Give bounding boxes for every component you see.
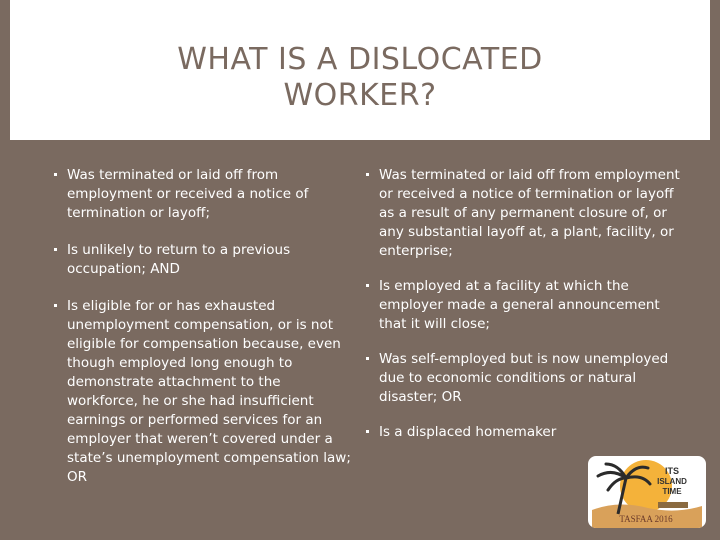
bullet-text: Is employed at a facility at which the employer made a general announcement that it will close; (379, 278, 660, 332)
list-item (366, 166, 686, 261)
list-item (54, 297, 354, 487)
island-logo-icon (588, 456, 706, 528)
bullet-text: Is a displaced homemaker (379, 424, 557, 440)
bullet-text: Was terminated or laid off from employment or received a notice of termination or layoff as a result of any permanent closure of, or any substantial layoff at, a plant, facility, or enterprise; (379, 167, 680, 259)
bullet-text: Is unlikely to return to a previous occupation; AND (67, 242, 291, 277)
bullet-icon (54, 248, 57, 251)
list-item (54, 166, 354, 223)
list-item (366, 277, 686, 334)
logo-line-3: TIME (662, 487, 682, 496)
bullet-icon (54, 173, 57, 176)
logo-line-2: ISLAND (657, 477, 687, 486)
list-item (54, 241, 354, 279)
bullet-text: Is eligible for or has exhausted unemployment compensation, or is not eligible for compensation because, even though employed long enough to demonstrate attachment to the workforce, he or she had insufficient earnings or performed services for an employer that weren’t covered under a state’s unemployment compensation law; OR (67, 298, 351, 485)
slide-title (0, 42, 720, 114)
bullet-text: Was terminated or laid off from employment or received a notice of termination or layoff; (67, 167, 309, 221)
bullet-icon (366, 173, 369, 176)
left-bullet-list (54, 166, 354, 487)
logo-line-1: ITS (664, 466, 680, 476)
bullet-icon (366, 357, 369, 360)
bullet-icon (366, 284, 369, 287)
bullet-icon (54, 304, 57, 307)
list-item (366, 423, 686, 442)
tasfaa-logo (588, 456, 706, 528)
title-line-1: WHAT IS A DISLOCATED (177, 42, 543, 77)
building-icon (658, 502, 688, 508)
right-bullet-list (366, 166, 686, 442)
bullet-text: Was self-employed but is now unemployed due to economic conditions or natural disaster; OR (379, 351, 669, 405)
title-line-2: WORKER? (283, 78, 437, 113)
list-item (366, 350, 686, 407)
bullet-icon (366, 430, 369, 433)
logo-org-text: TASFAA 2016 (619, 514, 673, 524)
